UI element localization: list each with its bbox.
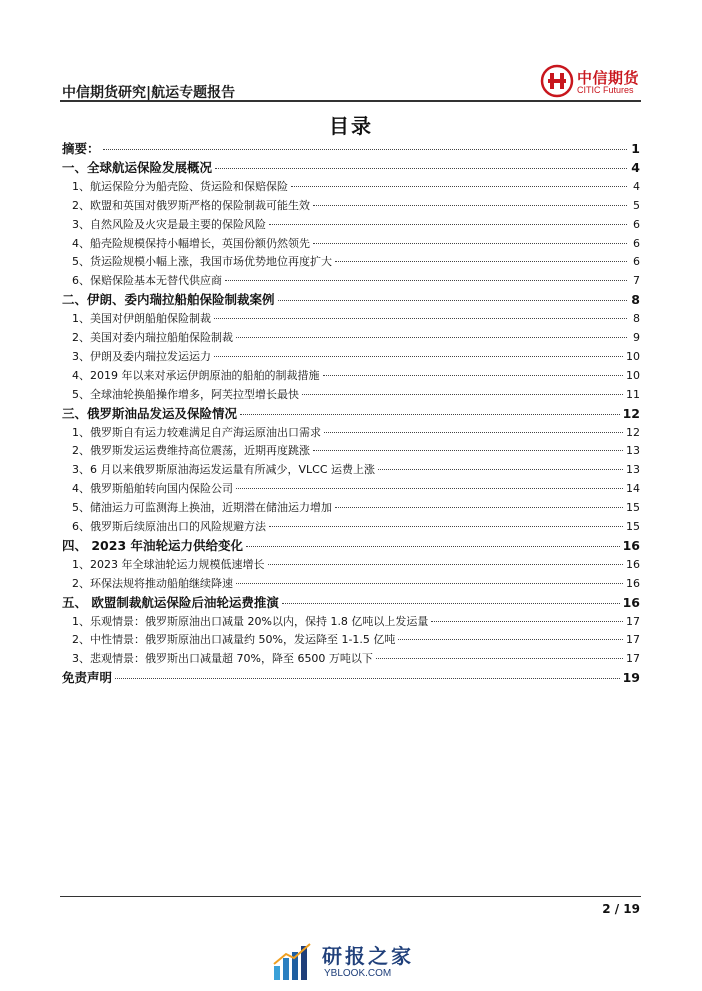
toc-entry-page: 12 — [626, 425, 640, 439]
toc-dot-leader — [236, 337, 627, 338]
toc-subsection-entry[interactable] — [62, 424, 640, 442]
toc-entry-page: 4 — [633, 179, 640, 193]
toc-entry-page: 17 — [626, 614, 640, 628]
toc-entry-page: 10 — [626, 349, 640, 363]
toc-subsection-entry[interactable] — [62, 613, 640, 631]
toc-dot-leader — [240, 414, 620, 415]
toc-subsection-entry[interactable] — [62, 253, 640, 271]
toc-subsection-entry[interactable] — [62, 197, 640, 215]
toc-entry-label: 1、美国对伊朗船舶保险制裁 — [72, 312, 211, 326]
toc-subsection-entry[interactable] — [62, 386, 640, 404]
toc-subsection-entry[interactable] — [62, 556, 640, 574]
toc-subsection-entry[interactable] — [62, 348, 640, 366]
toc-entry-label: 摘要： — [62, 141, 100, 156]
toc-dot-leader — [313, 205, 627, 206]
toc-entry-label: 四、 2023 年油轮运力供给变化 — [62, 537, 243, 553]
toc-entry-label: 4、俄罗斯船舶转向国内保险公司 — [72, 482, 233, 496]
toc-dot-leader — [282, 603, 620, 604]
watermark-text-en: YBLOOK.COM — [324, 968, 392, 979]
toc-entry-page: 10 — [626, 368, 640, 382]
toc-entry-page: 14 — [626, 482, 640, 496]
toc-subsection-entry[interactable] — [62, 178, 640, 196]
toc-dot-leader — [236, 488, 623, 489]
toc-entry-page: 16 — [622, 594, 640, 610]
toc-section-entry[interactable] — [62, 140, 640, 158]
toc-entry-label: 3、自然风险及火灾是最主要的保险风险 — [72, 217, 266, 231]
toc-section-entry[interactable] — [62, 669, 640, 687]
toc-subsection-entry[interactable] — [62, 442, 640, 460]
toc-entry-label: 5、货运险规模小幅上涨，我国市场优势地位再度扩大 — [72, 255, 332, 269]
toc-dot-leader — [324, 432, 623, 433]
toc-subsection-entry[interactable] — [62, 310, 640, 328]
report-header-title: 中信期货研究|航运专题报告 — [62, 85, 236, 101]
toc-subsection-entry[interactable] — [62, 518, 640, 536]
toc-section-entry[interactable] — [62, 594, 640, 612]
logo-text-en: CITIC Futures — [577, 85, 634, 95]
toc-dot-leader — [246, 546, 620, 547]
toc-entry-page: 17 — [626, 652, 640, 666]
toc-dot-leader — [115, 678, 620, 679]
toc-dot-leader — [269, 526, 623, 527]
toc-entry-page: 6 — [633, 217, 640, 231]
toc-dot-leader — [376, 658, 623, 659]
toc-dot-leader — [291, 186, 627, 187]
toc-dot-leader — [268, 564, 624, 565]
toc-section-entry[interactable] — [62, 159, 640, 177]
toc-entry-page: 7 — [633, 274, 640, 288]
toc-entry-label: 6、保赔保险基本无替代供应商 — [72, 274, 222, 288]
toc-entry-label: 5、储油运力可监测海上换油，近期潜在储油运力增加 — [72, 501, 332, 515]
toc-entry-page: 15 — [626, 520, 640, 533]
page-number: 2 / 19 — [602, 902, 640, 916]
toc-dot-leader — [225, 280, 627, 281]
citic-logo-icon — [540, 64, 574, 98]
toc-dot-leader — [335, 261, 627, 262]
toc-subsection-entry[interactable] — [62, 480, 640, 498]
toc-entry-page: 9 — [633, 331, 640, 344]
toc-dot-leader — [278, 300, 627, 301]
toc-subsection-entry[interactable] — [62, 650, 640, 668]
toc-entry-page: 16 — [626, 557, 640, 571]
header-divider — [60, 100, 641, 102]
toc-entry-label: 6、俄罗斯后续原油出口的风险规避方法 — [72, 520, 266, 533]
toc-title: 目录 — [329, 114, 373, 138]
toc-entry-label: 4、船壳险规模保持小幅增长，英国份额仍然领先 — [72, 236, 310, 250]
toc-entry-page: 15 — [626, 501, 640, 515]
toc-dot-leader — [302, 394, 623, 395]
toc-entry-page: 16 — [626, 576, 640, 590]
toc-entry-label: 免责声明 — [62, 670, 113, 686]
toc-entry-page: 8 — [633, 312, 640, 326]
toc-entry-label: 3、悲观情景：俄罗斯出口减量超 70%，降至 6500 万吨以下 — [72, 652, 373, 666]
toc-entry-label: 三、俄罗斯油品发运及保险情况 — [62, 405, 238, 421]
toc-entry-page: 16 — [622, 537, 640, 553]
toc-subsection-entry[interactable] — [62, 575, 640, 593]
toc-entry-label: 3、6 月以来俄罗斯原油海运发运量有所减少，VLCC 运费上涨 — [72, 463, 376, 477]
toc-entry-label: 1、航运保险分为船壳险、货运险和保赔保险 — [72, 179, 288, 193]
toc-entry-page: 4 — [631, 159, 640, 175]
toc-entry-label: 1、俄罗斯自有运力较难满足自产海运原油出口需求 — [72, 425, 321, 439]
toc-entry-label: 一、全球航运保险发展概况 — [62, 159, 213, 175]
toc-entry-page: 13 — [626, 444, 640, 458]
watermark-text-cn: 研报之家 — [322, 944, 414, 968]
toc-entry-label: 五、 欧盟制裁航运保险后油轮运费推演 — [62, 594, 279, 610]
toc-subsection-entry[interactable] — [62, 461, 640, 479]
toc-section-entry[interactable] — [62, 291, 640, 309]
toc-dot-leader — [313, 450, 623, 451]
toc-dot-leader — [313, 243, 627, 244]
toc-entry-label: 2、中性情景：俄罗斯原油出口减量约 50%，发运降至 1-1.5 亿吨 — [72, 633, 396, 647]
toc-subsection-entry[interactable] — [62, 631, 640, 649]
toc-entry-page: 19 — [622, 670, 640, 686]
toc-entry-label: 2、环保法规将推动船舶继续降速 — [72, 576, 233, 590]
toc-dot-leader — [103, 149, 627, 150]
toc-entry-page: 11 — [626, 387, 640, 401]
logo-text-cn: 中信期货 — [577, 69, 640, 87]
toc-entry-page: 17 — [626, 633, 640, 647]
toc-entry-label: 2、美国对委内瑞拉船舶保险制裁 — [72, 331, 233, 344]
toc-entry-page: 13 — [626, 463, 640, 477]
toc-entry-label: 2、欧盟和英国对俄罗斯严格的保险制裁可能生效 — [72, 198, 310, 212]
toc-entry-label: 2、俄罗斯发运运费维持高位震荡，近期再度跳涨 — [72, 444, 310, 458]
toc-subsection-entry[interactable] — [62, 216, 640, 234]
yblook-watermark — [272, 938, 442, 988]
toc-dot-leader — [269, 224, 627, 225]
toc-dot-leader — [398, 639, 623, 640]
toc-subsection-entry[interactable] — [62, 235, 640, 253]
toc-entry-label: 1、乐观情景：俄罗斯原油出口减量 20%以内，保持 1.8 亿吨以上发运量 — [72, 614, 429, 628]
toc-dot-leader — [214, 356, 623, 357]
toc-entry-page: 12 — [622, 405, 640, 421]
footer-divider — [60, 896, 641, 897]
toc-entry-label: 1、2023 年全球油轮运力规模低速增长 — [72, 557, 265, 571]
toc-dot-leader — [378, 469, 623, 470]
toc-dot-leader — [431, 621, 623, 622]
toc-entry-label: 3、伊朗及委内瑞拉发运运力 — [72, 349, 211, 363]
toc-dot-leader — [323, 375, 624, 376]
toc-entry-page: 8 — [631, 292, 640, 308]
bar-chart-icon — [272, 942, 316, 982]
toc-subsection-entry[interactable] — [62, 329, 640, 347]
toc-section-entry[interactable] — [62, 537, 640, 555]
toc-entry-page: 6 — [633, 255, 640, 269]
toc-subsection-entry[interactable] — [62, 499, 640, 517]
toc-dot-leader — [236, 583, 623, 584]
toc-entry-page: 6 — [633, 236, 640, 250]
toc-entry-label: 二、伊朗、委内瑞拉船舶保险制裁案例 — [62, 292, 275, 308]
toc-subsection-entry[interactable] — [62, 367, 640, 385]
toc-section-entry[interactable] — [62, 405, 640, 423]
toc-entry-label: 4、2019 年以来对承运伊朗原油的船舶的制裁措施 — [72, 368, 320, 382]
toc-dot-leader — [335, 507, 623, 508]
toc-subsection-entry[interactable] — [62, 272, 640, 290]
toc-dot-leader — [215, 168, 627, 169]
toc-entry-page: 5 — [633, 198, 640, 212]
citic-futures-logo — [540, 64, 650, 100]
toc-entry-label: 5、全球油轮换船操作增多，阿芙拉型增长最快 — [72, 387, 299, 401]
toc-entry-page: 1 — [631, 141, 640, 156]
toc-dot-leader — [214, 318, 627, 319]
